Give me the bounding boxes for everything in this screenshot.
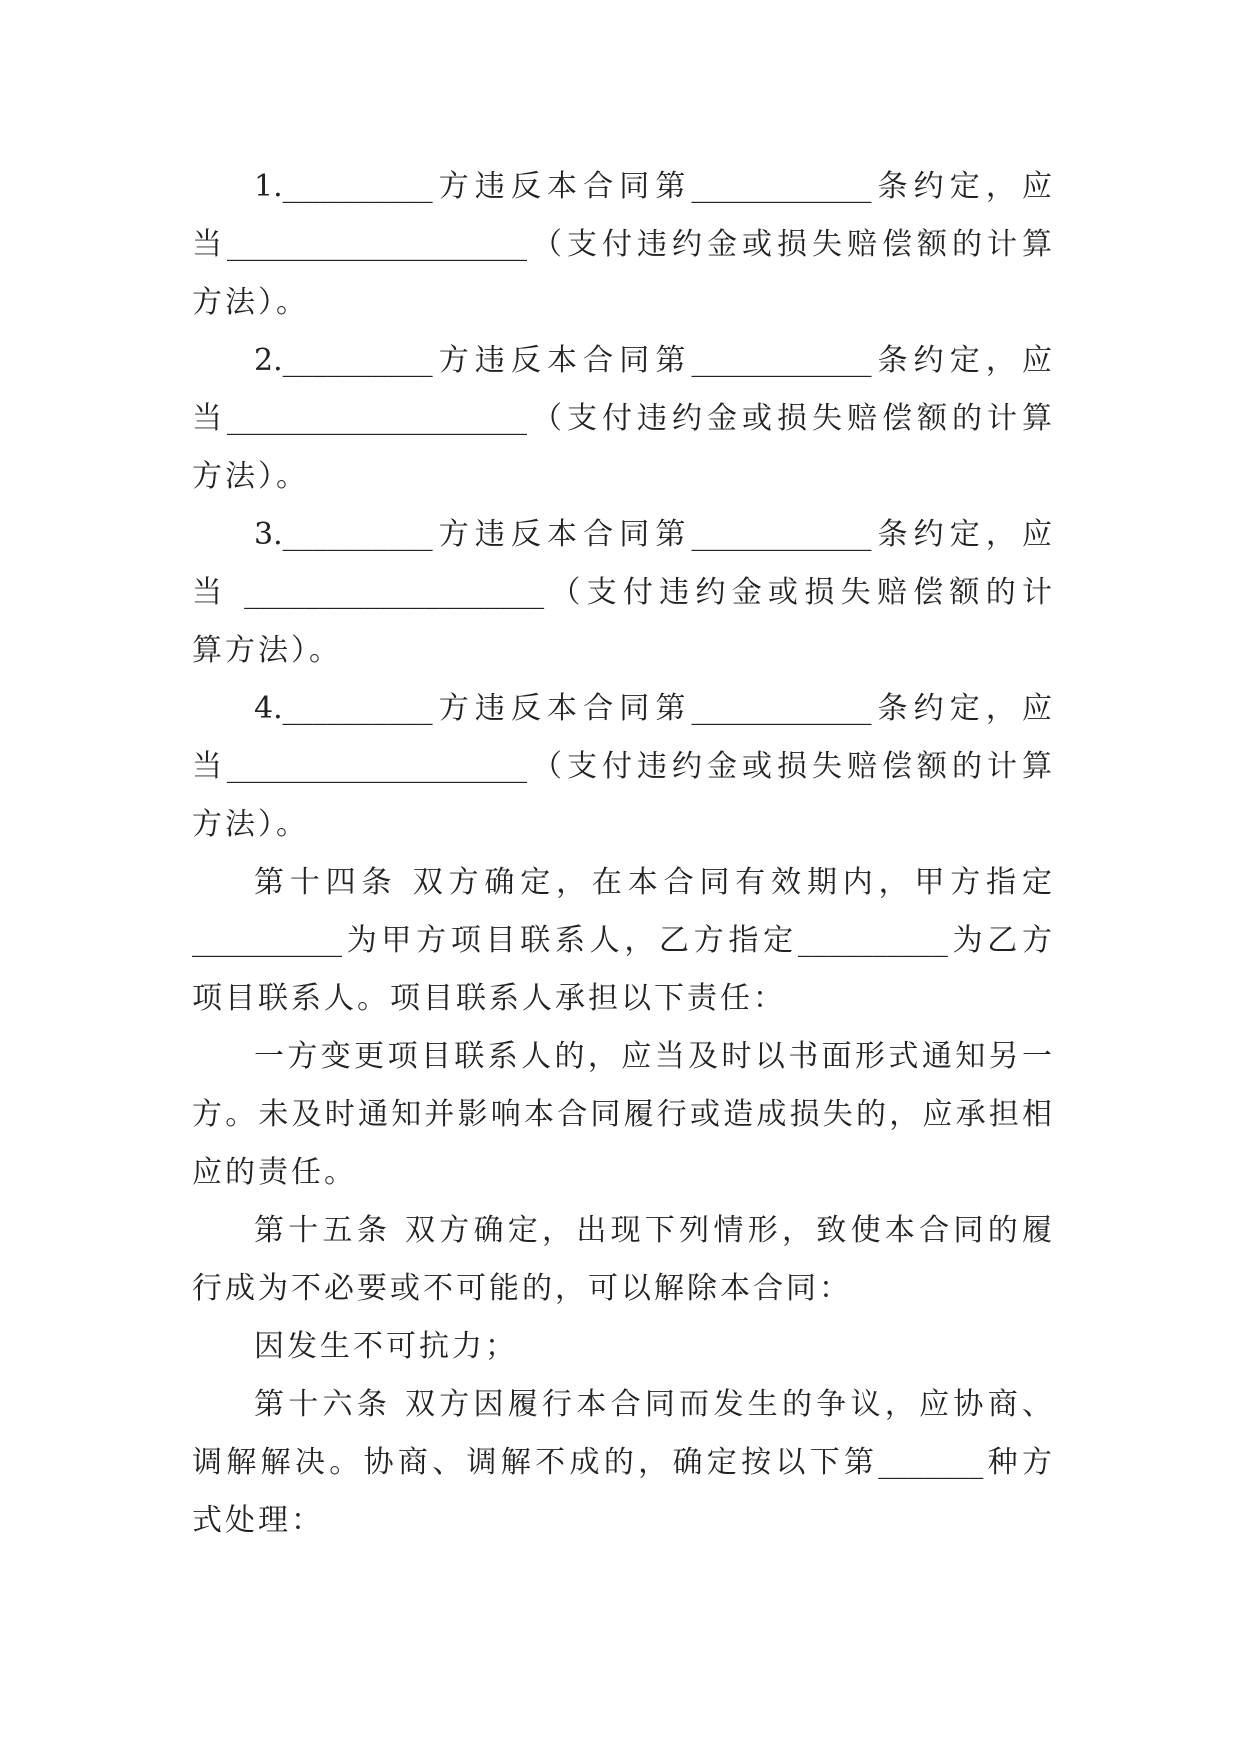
text-line: 第十四条 双方确定，在本合同有效期内，甲方指定 bbox=[254, 865, 1052, 900]
clause-1-line-3 bbox=[192, 274, 1052, 332]
text-line: 方法）。 bbox=[192, 285, 309, 320]
text-line: 调解解决。协商、调解不成的，确定按以下第_______种方 bbox=[192, 1445, 1052, 1480]
article-15-line-1 bbox=[192, 1202, 1052, 1260]
text-line: 方法）。 bbox=[192, 459, 309, 494]
text-line: 3.__________方违反本合同第____________条约定，应 bbox=[254, 517, 1052, 552]
clause-3-line-1 bbox=[192, 506, 1052, 564]
article-15-line-3 bbox=[192, 1318, 1052, 1376]
clause-2-line-2 bbox=[192, 390, 1052, 448]
clause-2-line-1 bbox=[192, 332, 1052, 390]
clause-1-line-2 bbox=[192, 216, 1052, 274]
paragraph-line-1 bbox=[192, 1028, 1052, 1086]
article-16-line-3 bbox=[192, 1492, 1052, 1550]
article-15-line-2 bbox=[192, 1260, 1052, 1318]
text-line: 1.__________方违反本合同第____________条约定，应 bbox=[254, 169, 1052, 204]
text-line: 项目联系人。项目联系人承担以下责任： bbox=[192, 981, 786, 1016]
clause-4-line-3 bbox=[192, 796, 1052, 854]
text-line: 式处理： bbox=[192, 1503, 324, 1538]
paragraph-line-3 bbox=[192, 1144, 1052, 1202]
text-line: 方法）。 bbox=[192, 807, 309, 842]
text-line: __________为甲方项目联系人，乙方指定__________为乙方 bbox=[192, 923, 1052, 958]
article-14-line-2 bbox=[192, 912, 1052, 970]
text-line: 方。未及时通知并影响本合同履行或造成损失的，应承担相 bbox=[192, 1097, 1052, 1132]
clause-3-line-3 bbox=[192, 622, 1052, 680]
text-line: 行成为不必要或不可能的，可以解除本合同： bbox=[192, 1271, 852, 1306]
clause-4-line-1 bbox=[192, 680, 1052, 738]
article-16-line-2 bbox=[192, 1434, 1052, 1492]
paragraph-line-2 bbox=[192, 1086, 1052, 1144]
clause-2-line-3 bbox=[192, 448, 1052, 506]
clause-1-line-1 bbox=[192, 158, 1052, 216]
text-line: 当____________________（支付违约金或损失赔偿额的计算 bbox=[192, 227, 1052, 262]
text-line: 因发生不可抗力； bbox=[254, 1329, 518, 1364]
article-16-line-1 bbox=[192, 1376, 1052, 1434]
clause-4-line-2 bbox=[192, 738, 1052, 796]
clause-3-line-2 bbox=[192, 564, 1052, 622]
article-14-line-1 bbox=[192, 854, 1052, 912]
text-line: 第十六条 双方因履行本合同而发生的争议，应协商、 bbox=[254, 1387, 1052, 1422]
text-line: 当____________________（支付违约金或损失赔偿额的计算 bbox=[192, 401, 1052, 436]
text-line: 当 ____________________（支付违约金或损失赔偿额的计 bbox=[192, 575, 1052, 610]
text-line: 4.__________方违反本合同第____________条约定，应 bbox=[254, 691, 1052, 726]
text-line: 当____________________（支付违约金或损失赔偿额的计算 bbox=[192, 749, 1052, 784]
text-line: 算方法）。 bbox=[192, 633, 342, 668]
text-line: 第十五条 双方确定，出现下列情形，致使本合同的履 bbox=[254, 1213, 1052, 1248]
text-line: 一方变更项目联系人的，应当及时以书面形式通知另一 bbox=[254, 1039, 1052, 1074]
text-line: 2.__________方违反本合同第____________条约定，应 bbox=[254, 343, 1052, 378]
article-14-line-3 bbox=[192, 970, 1052, 1028]
text-line: 应的责任。 bbox=[192, 1155, 357, 1190]
document-body bbox=[192, 158, 1052, 1550]
